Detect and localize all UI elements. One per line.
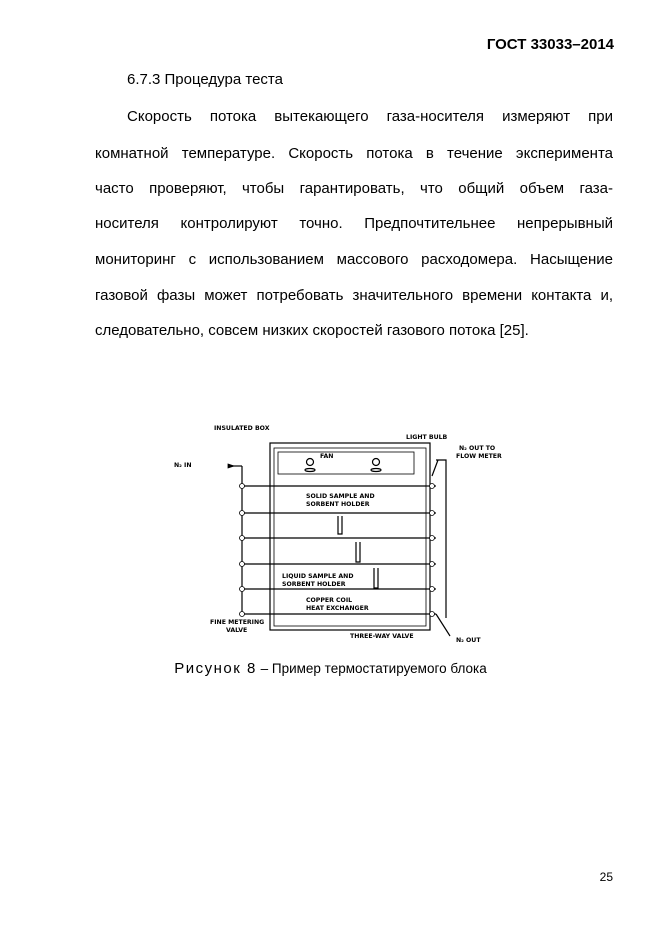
label-coil-2: HEAT EXCHANGER — [306, 605, 369, 612]
label-liquid-1: LIQUID SAMPLE AND — [282, 573, 354, 580]
paragraph-line: газовой фазы может потребовать значительного времени контакта и, — [95, 287, 613, 304]
label-n2-in: N₂ IN — [174, 462, 192, 469]
caption-text: – Пример термостатируемого блока — [260, 661, 487, 676]
label-insulated-box: INSULATED BOX — [214, 425, 270, 432]
document-header: ГОСТ 33033–2014 — [486, 36, 614, 53]
label-n2-out-flow-1: N₂ OUT TO — [459, 445, 496, 452]
label-n2-out-flow-2: FLOW METER — [456, 453, 502, 460]
thermostated-block-diagram — [170, 418, 510, 648]
paragraph-line: носителя контролируют точно. Предпочтительнее непрерывный — [95, 215, 613, 232]
label-liquid-2: SORBENT HOLDER — [282, 581, 346, 588]
label-solid-1: SOLID SAMPLE AND — [306, 493, 375, 500]
label-n2-out: N₂ OUT — [456, 637, 481, 644]
paragraph-line: комнатной температуре. Скорость потока в течение эксперимента — [95, 145, 613, 162]
label-fine-1: FINE METERING — [210, 619, 265, 626]
paragraph-line: следовательно, совсем низких скоростей газового потока [25]. — [95, 322, 529, 339]
label-fan: FAN — [320, 453, 334, 460]
label-light-bulb: LIGHT BULB — [406, 434, 448, 441]
label-solid-2: SORBENT HOLDER — [306, 501, 370, 508]
section-title: 6.7.3 Процедура теста — [127, 71, 283, 88]
label-three-way: THREE-WAY VALVE — [350, 633, 414, 640]
caption-title: Рисунок 8 — [174, 660, 257, 677]
diagram-svg — [170, 418, 510, 648]
fan-compartment — [278, 452, 414, 474]
page-number: 25 — [599, 870, 613, 884]
paragraph-line: часто проверяют, чтобы гарантировать, что общий объем газа- — [95, 180, 613, 197]
paragraph-line: мониторинг с использованием массового расходомера. Насыщение — [95, 251, 613, 268]
label-fine-2: VALVE — [226, 627, 248, 634]
label-coil-1: COPPER COIL — [306, 597, 353, 604]
paragraph-line: Скорость потока вытекающего газа-носителя измеряют при — [127, 108, 613, 125]
figure-caption — [0, 660, 661, 677]
